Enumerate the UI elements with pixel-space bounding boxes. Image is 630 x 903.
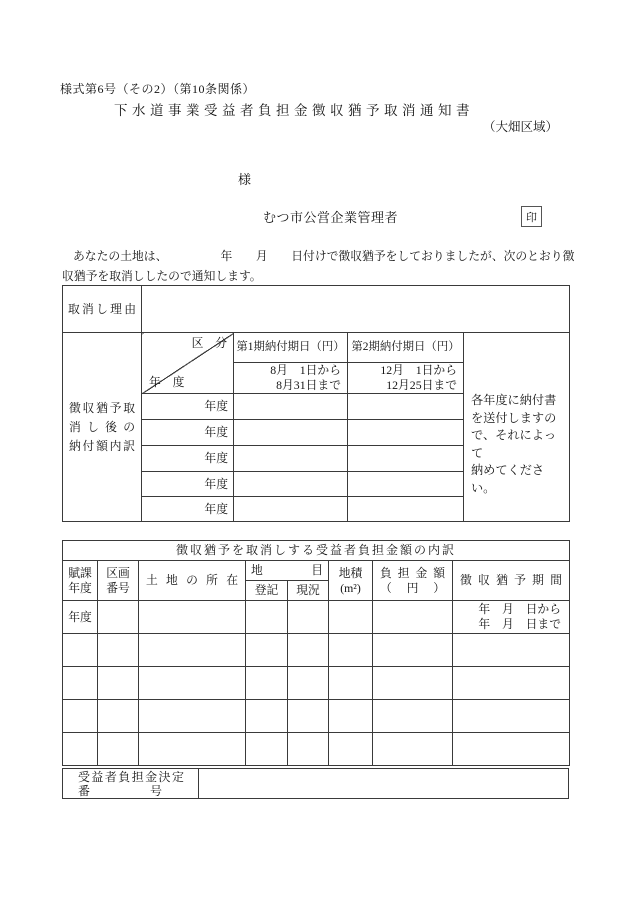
empty-cell	[329, 601, 373, 634]
decision-number-value-cell	[199, 769, 568, 798]
period1-range-cell: 8月 1日から 8月31日まで	[234, 363, 348, 394]
issuer-name: むつ市公営企業管理者	[263, 210, 399, 225]
district-label: （大畑区域）	[483, 120, 559, 134]
section-label-cell	[63, 333, 142, 522]
amount-cell	[348, 420, 464, 446]
empty-cell	[63, 733, 98, 766]
header-current-status-cell: 現況	[288, 581, 329, 601]
empty-cell	[246, 733, 288, 766]
empty-cell	[63, 634, 98, 667]
cancel-reason-value-cell	[142, 286, 570, 333]
amount-cell	[348, 446, 464, 472]
amount-cell	[348, 497, 464, 522]
amount-cell	[234, 446, 348, 472]
empty-cell	[453, 733, 570, 766]
empty-cell	[329, 700, 373, 733]
empty-cell	[288, 601, 329, 634]
section-label-line: 消し後の	[69, 419, 135, 434]
empty-cell	[98, 601, 139, 634]
amount-cell	[234, 472, 348, 497]
payment-after-cancel-table	[62, 285, 570, 522]
header-burden-amount-cell: 負担金額 （円）	[373, 561, 453, 601]
year-label-cell: 年度	[142, 497, 234, 522]
amount-cell	[348, 472, 464, 497]
empty-cell	[139, 700, 246, 733]
note-line: 納めてください。	[471, 463, 545, 495]
empty-cell	[453, 634, 570, 667]
decision-number-label-line1: 受益者負担金決定	[78, 770, 184, 784]
empty-cell	[373, 667, 453, 700]
empty-cell	[288, 667, 329, 700]
year-label-cell: 年度	[142, 420, 234, 446]
body-line-2: 収猶予を取消ししたので通知します。	[62, 269, 262, 283]
empty-cell	[246, 601, 288, 634]
empty-cell	[139, 634, 246, 667]
section-label-line: 納付額内訳	[69, 438, 135, 453]
header-land-area-cell: 地積 (m²)	[329, 561, 373, 601]
body-line-1: あなたの土地は、 年 月 日付けで徴収猶予をしておりましたが、次のとおり徴	[73, 249, 575, 263]
period2-header-cell: 第2期納付期日（円）	[348, 333, 464, 363]
note-line: を送付しますの	[471, 410, 557, 425]
empty-cell	[139, 733, 246, 766]
empty-cell	[139, 601, 246, 634]
empty-cell	[288, 733, 329, 766]
year-label-cell: 年度	[142, 472, 234, 497]
empty-cell	[373, 700, 453, 733]
header-land-location-cell: 土地の所在	[139, 561, 246, 601]
empty-cell	[63, 700, 98, 733]
empty-cell	[288, 700, 329, 733]
note-line: で、それによって	[471, 428, 557, 460]
header-deferral-period-cell: 徴収猶予期間	[453, 561, 570, 601]
decision-number-row	[62, 768, 569, 799]
amount-cell	[348, 394, 464, 420]
period2-range-cell: 12月 1日から 12月25日まで	[348, 363, 464, 394]
year-label-cell: 年度	[142, 446, 234, 472]
empty-cell	[329, 667, 373, 700]
addressee-honorific: 様	[238, 172, 252, 187]
notification-body	[62, 246, 574, 286]
header-levy-year-cell: 賦課 年度	[63, 561, 98, 601]
empty-cell	[98, 667, 139, 700]
burden-amount-detail-table	[62, 540, 570, 766]
empty-cell	[246, 634, 288, 667]
empty-cell	[98, 733, 139, 766]
cancel-reason-label-cell: 取消し理由	[63, 286, 142, 333]
empty-cell	[98, 634, 139, 667]
header-registered-cell: 登記	[246, 581, 288, 601]
empty-cell	[373, 601, 453, 634]
empty-cell	[373, 733, 453, 766]
corner-header-cell	[142, 333, 234, 394]
empty-cell	[98, 700, 139, 733]
form-number: 様式第6号（その2）（第10条関係）	[60, 82, 256, 96]
header-block-number-cell: 区画 番号	[98, 561, 139, 601]
deferral-period-cell: 年 月 日から 年 月 日まで	[453, 601, 570, 634]
decision-number-label-line2: 番 号	[78, 784, 163, 798]
amount-cell	[234, 394, 348, 420]
detail-table-title-cell: 徴収猶予を取消しする受益者負担金額の内訳	[63, 541, 570, 561]
empty-cell	[139, 667, 246, 700]
empty-cell	[329, 634, 373, 667]
row-year-label-cell: 年度	[63, 601, 98, 634]
document-title: 下水道事業受益者負担金徴収猶予取消通知書	[114, 103, 474, 118]
amount-cell	[234, 420, 348, 446]
period1-header-cell: 第1期納付期日（円）	[234, 333, 348, 363]
empty-cell	[453, 667, 570, 700]
header-land-category-cell: 地目	[246, 561, 329, 581]
empty-cell	[373, 634, 453, 667]
empty-cell	[453, 700, 570, 733]
section-label-line: 徴収猶予取	[69, 400, 135, 415]
corner-label-nendo: 年 度	[149, 375, 185, 389]
year-label-cell: 年度	[142, 394, 234, 420]
corner-label-kubun: 区 分	[191, 336, 227, 350]
empty-cell	[329, 733, 373, 766]
payment-note-cell	[464, 333, 570, 522]
empty-cell	[246, 667, 288, 700]
note-line: 各年度に納付書	[471, 393, 557, 407]
decision-number-label-cell	[63, 769, 199, 798]
empty-cell	[63, 667, 98, 700]
empty-cell	[288, 634, 329, 667]
empty-cell	[246, 700, 288, 733]
amount-cell	[234, 497, 348, 522]
seal-stamp: 印	[521, 206, 542, 227]
